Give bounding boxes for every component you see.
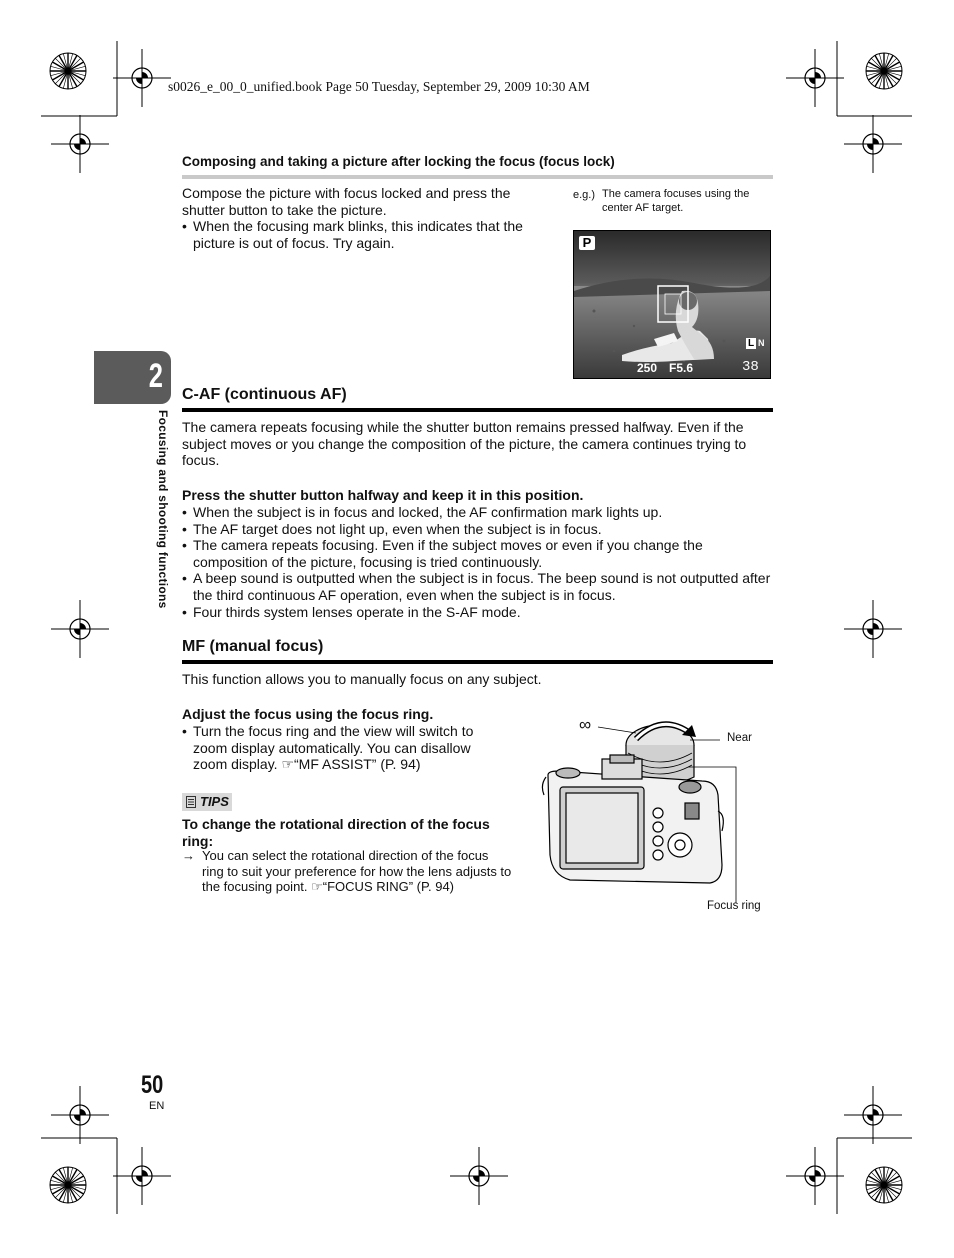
crosshair-mark <box>112 1146 172 1206</box>
crosshair-mark <box>50 1085 110 1145</box>
aperture-value: F5.6 <box>669 361 694 375</box>
crosshair-mark <box>843 599 903 659</box>
tips-text: You can select the rotational direction of the focus ring to suit your preference for how the lens adjusts to the focusing point. ☞“FOCUS RING” (P. 94) <box>202 848 512 895</box>
mf-body: This function allows you to manually focus on any subject. <box>182 671 542 687</box>
caf-bullet: • Four thirds system lenses operate in the S-AF mode. <box>182 604 773 621</box>
section-rule <box>182 408 773 412</box>
note-icon <box>186 796 196 808</box>
focus-ring-label: Focus ring <box>707 900 761 912</box>
arrow-icon: → <box>182 848 195 863</box>
caf-bullets <box>182 504 773 620</box>
near-label: Near <box>727 732 752 744</box>
starburst-mark-top-left <box>49 52 87 90</box>
quality-label: N <box>758 338 765 348</box>
section-heading-caf: C-AF (continuous AF) <box>182 386 347 403</box>
camera-illustration <box>540 715 775 920</box>
caf-bullet: • The AF target does not light up, even when the subject is in focus. <box>182 521 773 538</box>
mf-instruction: Adjust the focus using the focus ring. <box>182 706 434 722</box>
focus-lock-text <box>182 185 542 251</box>
tips-badge <box>182 793 232 811</box>
shooting-mode-badge: P <box>579 236 595 250</box>
image-size-icon: L <box>747 338 755 349</box>
chapter-side-label-wrapper <box>154 410 174 640</box>
chapter-side-label: Focusing and shooting functions <box>156 410 170 609</box>
section-rule <box>182 660 773 664</box>
chapter-number: 2 <box>148 357 163 395</box>
caf-body: The camera repeats focusing while the shutter button remains pressed halfway. Even if the subject moves or you change the composition of the picture, the camera continues trying to focus. <box>182 419 747 469</box>
mf-bullets <box>182 723 494 773</box>
crosshair-mark <box>843 114 903 174</box>
mf-bullet: • Turn the focus ring and the view will switch to zoom display automatically. You can disallow zoom display. ☞“MF ASSIST” (P. 94) <box>182 723 494 773</box>
lcd-screen-photo <box>573 230 771 379</box>
focus-lock-body: Compose the picture with focus locked and press the shutter button to take the picture. <box>182 185 511 218</box>
language-code: EN <box>149 1100 165 1112</box>
crosshair-mark <box>785 1146 845 1206</box>
chapter-tab <box>94 351 171 404</box>
page-number: 50 <box>141 1071 164 1099</box>
shutter-speed: 250 <box>637 361 658 375</box>
photo-scene <box>574 231 770 378</box>
crosshair-mark <box>449 1146 509 1206</box>
crosshair-mark <box>112 48 172 108</box>
section-rule <box>182 175 773 179</box>
starburst-mark-top-right <box>865 52 903 90</box>
crosshair-mark <box>50 114 110 174</box>
example-caption <box>573 188 773 215</box>
infinity-symbol: ∞ <box>579 715 592 734</box>
shots-remaining: 38 <box>742 359 759 375</box>
focus-lock-bullet: • When the focusing mark blinks, this indicates that the picture is out of focus. Try again. <box>182 218 542 251</box>
starburst-mark-bottom-right <box>865 1166 903 1204</box>
caf-bullet: • The camera repeats focusing. Even if the subject moves or even if you change the composition of the picture, focusing is tried continuously. <box>182 537 773 570</box>
caf-instruction: Press the shutter button halfway and keep it in this position. <box>182 487 584 503</box>
crosshair-mark <box>785 48 845 108</box>
crosshair-mark <box>50 599 110 659</box>
eg-label: e.g.) <box>573 189 596 201</box>
caf-bullet: • A beep sound is outputted when the subject is in focus. The beep sound is not outputted after the third continuous AF operation, even when the subject is in focus. <box>182 570 773 603</box>
caf-bullet: • When the subject is in focus and locked, the AF confirmation mark lights up. <box>182 504 773 521</box>
tips-label: TIPS <box>200 794 229 809</box>
tips-body <box>182 848 512 895</box>
book-header-line: s0026_e_00_0_unified.book Page 50 Tuesday, September 29, 2009 10:30 AM <box>168 79 590 94</box>
section-heading-focus-lock: Composing and taking a picture after locking the focus (focus lock) <box>182 154 615 169</box>
tips-heading: To change the rotational direction of the focus ring: <box>182 816 490 849</box>
starburst-mark-bottom-left <box>49 1166 87 1204</box>
eg-text: The camera focuses using the center AF target. <box>602 188 750 214</box>
crosshair-mark <box>843 1085 903 1145</box>
section-heading-mf: MF (manual focus) <box>182 638 324 655</box>
